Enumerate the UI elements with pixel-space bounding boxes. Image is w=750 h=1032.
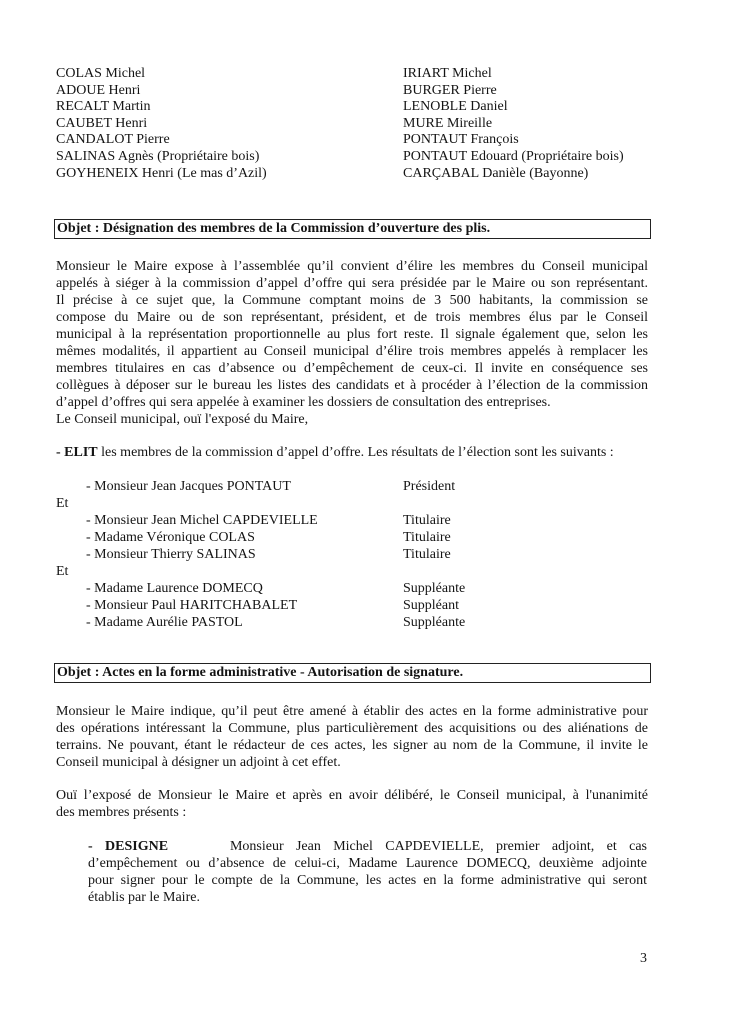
paragraph-line: compose du Maire ou de son représentant, président, et de trois membres élus par le Conseil [56, 310, 648, 325]
name-entry: COLAS Michel [56, 66, 146, 81]
paragraph-line: des membres présents : [56, 805, 187, 820]
elit-line [56, 444, 614, 461]
name-entry: SALINAS Agnès (Propriétaire bois) [56, 148, 260, 164]
paragraph-line: appelés à siéger à la commission d’appel d’offre qui sera présidée par le Maire ou son représentant. [56, 276, 648, 291]
member-name: - Madame Véronique COLAS [86, 530, 255, 545]
elit-keyword: - ELIT [56, 445, 98, 460]
names-column-left [56, 66, 267, 182]
member-row [56, 478, 656, 495]
member-row [56, 546, 656, 563]
section-title-actes: Objet : Actes en la forme administrative - Autorisation de signature. [54, 663, 651, 683]
paragraph-line: collègues à déposer sur le bureau les listes des candidats et à procéder à l’élection de la commission [56, 378, 648, 393]
member-row [56, 597, 656, 614]
name-entry: CARÇABAL Danièle (Bayonne) [403, 165, 589, 181]
name-entry: CANDALOT Pierre [56, 132, 170, 148]
name-entry: IRIART Michel [403, 66, 492, 81]
paragraph-line: des opérations intéressant la Commune, plus particulièrement des acquisitions ou des aliénations de [56, 721, 648, 736]
member-role: Suppléant [403, 598, 459, 613]
paragraph-line: d’empêchement ou d’absence de celui-ci, Madame Laurence DOMECQ, deuxième adjointe [88, 856, 647, 871]
names-column-right [403, 66, 624, 182]
name-entry: MURE Mireille [403, 115, 493, 131]
name-entry: PONTAUT Edouard (Propriétaire bois) [403, 148, 624, 164]
paragraph-line: Ouï l’exposé de Monsieur le Maire et après en avoir délibéré, le Conseil municipal, à l'unanimité [56, 788, 648, 803]
et-row [56, 495, 656, 512]
paragraph-line: Conseil municipal à désigner un adjoint à cet effet. [56, 755, 341, 770]
member-row [56, 529, 656, 546]
section1-paragraph [56, 258, 648, 411]
paragraph-line: mêmes modalités, il appartient au Conseil municipal d’élire trois membres appelés à remplacer les [56, 344, 648, 359]
member-name: - Monsieur Jean Jacques PONTAUT [86, 479, 291, 494]
member-name: - Madame Laurence DOMECQ [86, 581, 263, 596]
designe-text: Monsieur Jean Michel CAPDEVIELLE, premier adjoint, et cas [229, 839, 648, 854]
council-line: Le Conseil municipal, ouï l'exposé du Maire, [56, 412, 309, 427]
member-role: Suppléante [403, 581, 466, 596]
member-name: - Madame Aurélie PASTOL [86, 615, 243, 630]
section-title-commission: Objet : Désignation des membres de la Commission d’ouverture des plis. [54, 219, 651, 239]
name-entry: PONTAUT François [403, 132, 519, 148]
member-row [56, 580, 656, 597]
member-role: Suppléante [403, 615, 466, 630]
paragraph-line: Monsieur le Maire indique, qu’il peut être amené à établir des actes en la forme administrative pour [56, 704, 648, 719]
paragraph-line [88, 838, 647, 855]
member-role: Titulaire [403, 513, 451, 528]
designe-keyword: - DESIGNE [88, 839, 169, 854]
member-role: Titulaire [403, 530, 451, 545]
name-entry: CAUBET Henri [56, 115, 148, 131]
elit-text: les membres de la commission d’appel d’offre. Les résultats de l’élection sont les suivants : [97, 445, 614, 460]
name-entry: BURGER Pierre [403, 82, 497, 98]
member-name: - Monsieur Paul HARITCHABALET [86, 598, 298, 613]
paragraph-line: d’appel d’offres qui sera appelée à examiner les dossiers de consultation des entreprises. [56, 395, 551, 410]
oui-paragraph [56, 787, 648, 821]
name-entry: RECALT Martin [56, 99, 151, 115]
member-row [56, 614, 656, 631]
commission-members [56, 478, 656, 631]
page-number: 3 [640, 951, 647, 966]
paragraph-line: Il précise à ce sujet que, la Commune comptant moins de 3 500 habitants, la commission se [56, 293, 648, 308]
section2-paragraph [56, 703, 648, 771]
et-row [56, 563, 656, 580]
name-entry: LENOBLE Daniel [403, 99, 508, 115]
member-role: Titulaire [403, 547, 451, 562]
name-entry: ADOUE Henri [56, 82, 141, 98]
paragraph-line: pour signer pour le compte de la Commune, les actes en la forme administrative qui seront [88, 873, 647, 888]
et-label: Et [56, 564, 69, 579]
member-name: - Monsieur Jean Michel CAPDEVIELLE [86, 513, 318, 528]
member-role: Président [403, 479, 456, 494]
paragraph-line: municipal à la représentation proportionnelle au plus fort reste. Il signale également que, selon les [56, 327, 648, 342]
paragraph-line: établis par le Maire. [88, 890, 200, 905]
member-name: - Monsieur Thierry SALINAS [86, 547, 256, 562]
designe-paragraph [88, 838, 647, 906]
paragraph-line: membres titulaires en cas d’absence ou d’empêchement de ceux-ci. Il invite en conséquence ses [56, 361, 648, 376]
name-entry: GOYHENEIX Henri (Le mas d’Azil) [56, 165, 267, 181]
member-row [56, 512, 656, 529]
paragraph-line: Monsieur le Maire expose à l’assemblée qu’il convient d’élire les membres du Conseil municipal [56, 259, 648, 274]
et-label: Et [56, 496, 69, 511]
paragraph-line: terrains. Ne pouvant, étant le rédacteur de ces actes, les signer au nom de la Commune, il invite le [56, 738, 648, 753]
